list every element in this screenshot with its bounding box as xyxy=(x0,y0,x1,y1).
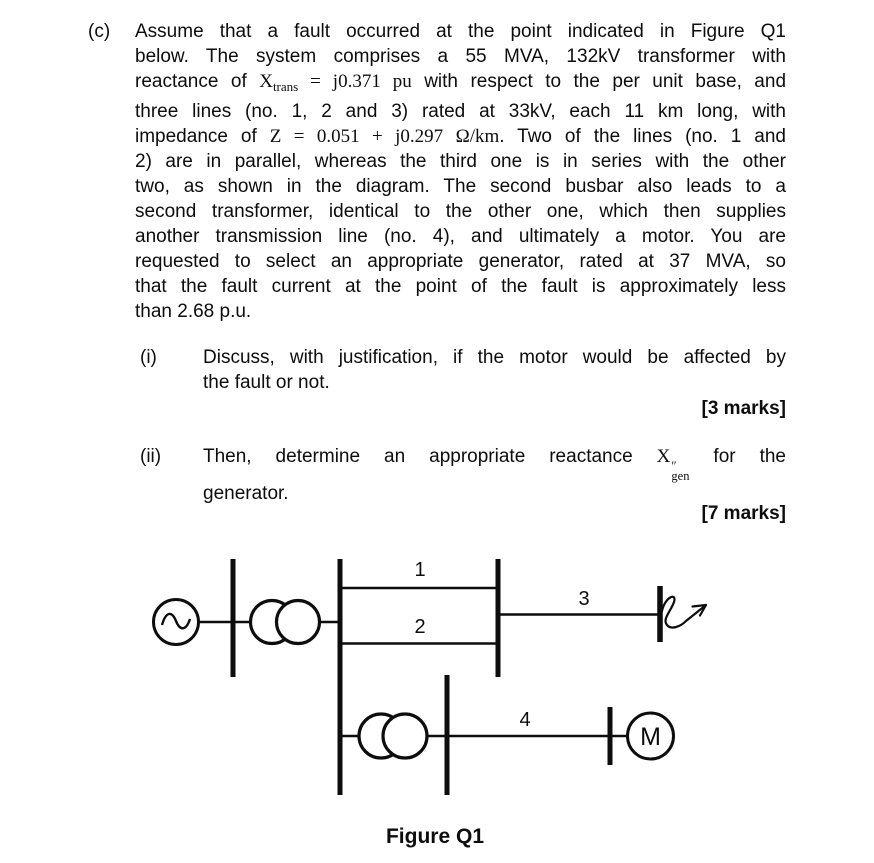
subitem-ii-label: (ii) xyxy=(140,446,162,467)
text-line: Assume that a fault occurred at the point indicated in Figure Q1 xyxy=(135,21,786,42)
text-line: 2) are in parallel, whereas the third one is in series with the other xyxy=(135,151,786,172)
part-c-label: (c) xyxy=(88,21,111,42)
line-1-label: 1 xyxy=(414,559,426,581)
text-line: below. The system comprises a 55 MVA, 132kV transformer with xyxy=(135,46,786,67)
transformer2-winding-right xyxy=(383,714,427,758)
text-line: that the fault current at the point of the fault is approximately less xyxy=(135,276,786,297)
fault-arrow-icon xyxy=(662,597,706,628)
text-line: than 2.68 p.u. xyxy=(135,301,252,322)
text-line: another transmission line (no. 4), and ultimately a motor. You are xyxy=(135,226,786,247)
text-line: the fault or not. xyxy=(203,372,330,393)
subitem-ii-marks: [7 marks] xyxy=(701,503,786,524)
subitem-i-label: (i) xyxy=(140,347,157,368)
text-line: requested to select an appropriate generator, rated at 37 MVA, so xyxy=(135,251,786,272)
text-line: Then, determine an appropriate reactance X ″ gen for the xyxy=(203,446,786,483)
motor-label: M xyxy=(640,723,661,751)
text-line: two, as shown in the diagram. The second busbar also leads to a xyxy=(135,176,786,197)
line-4-label: 4 xyxy=(519,709,531,731)
figure-caption: Figure Q1 xyxy=(385,825,485,848)
text-line: impedance of Z = 0.051 + j0.297 Ω/km. Two of the lines (no. 1 and xyxy=(135,126,786,147)
text-line: reactance of $X_{trans} = j0.371$ pu with respect to the per unit base, and xyxy=(135,71,787,94)
transformer1-winding-right xyxy=(277,601,320,644)
line-2-label: 2 xyxy=(414,616,426,638)
text-line: generator. xyxy=(203,483,289,504)
text-line: Discuss, with justification, if the motor would be affected by xyxy=(203,347,786,368)
line-3-label: 3 xyxy=(578,588,590,610)
text-line: second transformer, identical to the other one, which then supplies xyxy=(135,201,786,222)
text-line: three lines (no. 1, 2 and 3) rated at 33kV, each 11 km long, with xyxy=(135,101,786,122)
sup-sub-notation: ″ gen xyxy=(671,459,690,483)
subitem-i-marks: [3 marks] xyxy=(701,398,786,419)
